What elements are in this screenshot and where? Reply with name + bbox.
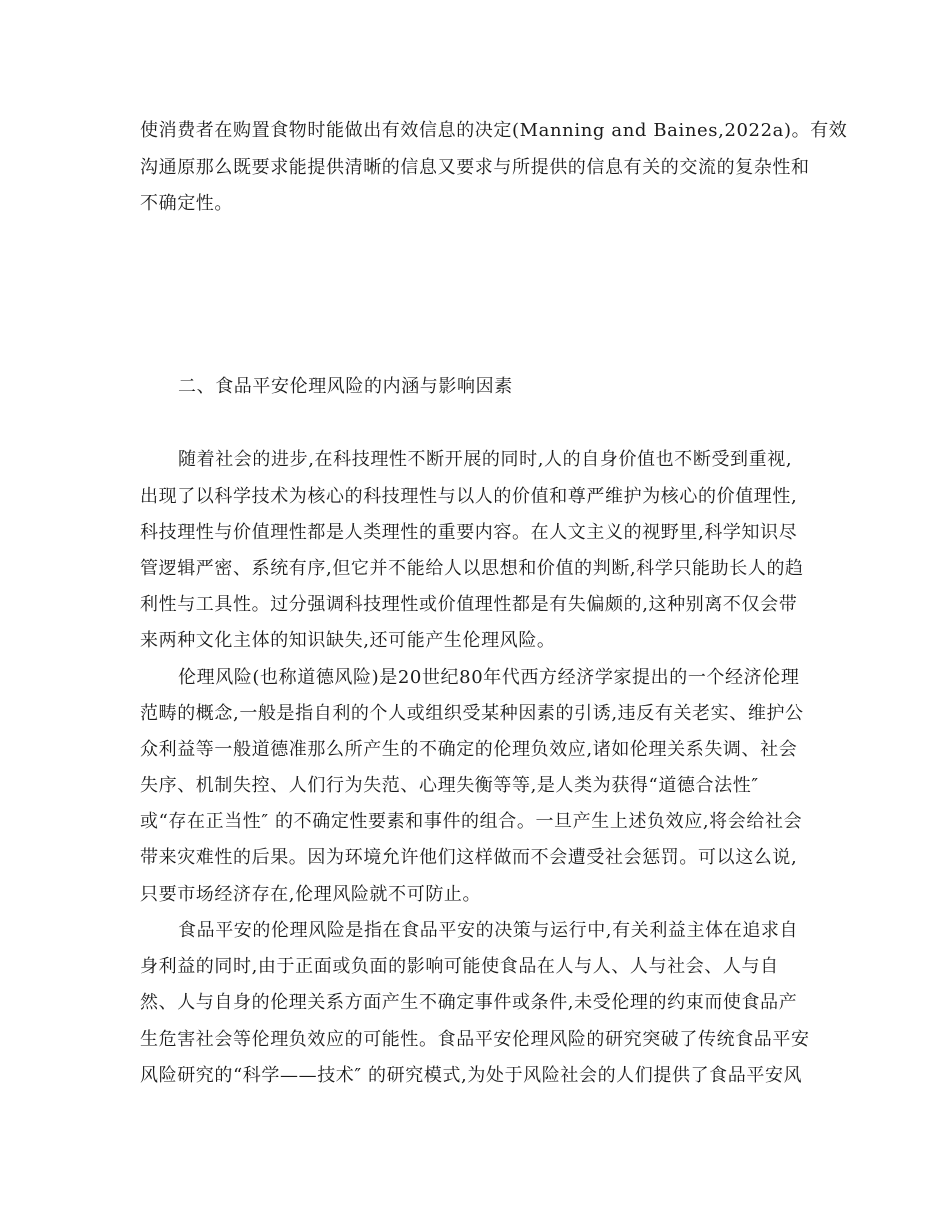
paragraph-1-line: 利性与工具性。过分强调科技理性或价值理性都是有失偏颇的,这种别离不仅会带 <box>140 594 798 615</box>
paragraph-2-line: 众利益等一般道德准那么所产生的不确定的伦理负效应,诸如伦理关系失调、社会 <box>140 739 798 760</box>
paragraph-1-line: 管逻辑严密、系统有序,但它并不能给人以思想和价值的判断,科学只能助长人的趋 <box>140 558 804 579</box>
paragraph-3-line: 食品平安的伦理风险是指在食品平安的决策与运行中,有关利益主体在追求自 <box>178 920 799 941</box>
paragraph-2-line: 或“存在正当性″ 的不确定性要素和事件的组合。一旦产生上述负效应,将会给社会 <box>140 811 803 832</box>
paragraph-2-line: 伦理风险(也称道德风险)是20世纪80年代西方经济学家提出的一个经济伦理 <box>178 667 800 688</box>
paragraph-2-line: 只要市场经济存在,伦理风险就不可防止。 <box>140 884 482 905</box>
paragraph-1-line: 来两种文化主体的知识缺失,还可能产生伦理风险。 <box>140 630 556 651</box>
section-heading: 二、食品平安伦理风险的内涵与影响因素 <box>178 376 513 397</box>
paragraph-3-line: 生危害社会等伦理负效应的可能性。食品平安伦理风险的研究突破了传统食品平安 <box>140 1029 810 1050</box>
paragraph-1-line: 随着社会的进步,在科技理性不断开展的同时,人的自身价值也不断受到重视, <box>178 449 793 470</box>
intro-line: 不确定性。 <box>140 193 233 214</box>
paragraph-3-line: 身利益的同时,由于正面或负面的影响可能使食品在人与人、人与社会、人与自 <box>140 956 779 977</box>
intro-line: 使消费者在购置食物时能做出有效信息的决定(Manning and Baines,2022a)。有效 <box>140 120 848 141</box>
paragraph-3-line: 风险研究的“科学——技术″ 的研究模式,为处于风险社会的人们提供了食品平安风 <box>140 1065 803 1086</box>
paragraph-3-line: 然、人与自身的伦理关系方面产生不确定事件或条件,未受伦理的约束而使食品产 <box>140 992 798 1013</box>
intro-line: 沟通原那么既要求能提供清晰的信息又要求与所提供的信息有关的交流的复杂性和 <box>140 157 810 178</box>
paragraph-2-line: 失序、机制失控、人们行为失范、心理失衡等等,是人类为获得“道德合法性″ <box>140 775 759 796</box>
paragraph-1-line: 科技理性与价值理性都是人类理性的重要内容。在人文主义的视野里,科学知识尽 <box>140 522 798 543</box>
paragraph-1-line: 出现了以科学技术为核心的科技理性与以人的价值和尊严维护为核心的价值理性, <box>140 486 798 507</box>
paragraph-2-line: 范畴的概念,一般是指自利的个人或组织受某种因素的引诱,违反有关老实、维护公 <box>140 703 804 724</box>
paragraph-2-line: 带来灾难性的后果。因为环境允许他们这样做而不会遭受社会惩罚。可以这么说, <box>140 847 798 868</box>
